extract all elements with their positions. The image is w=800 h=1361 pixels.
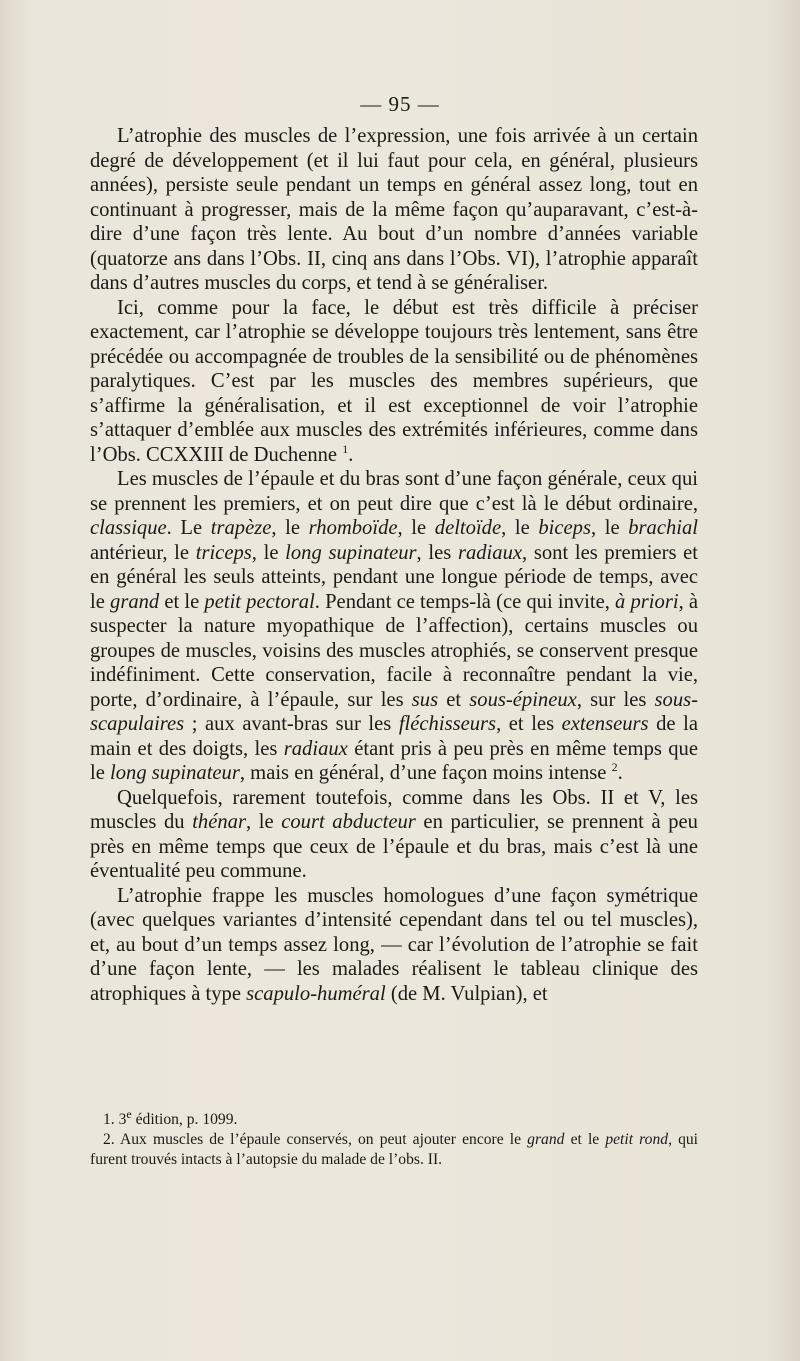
text-run: , à suspecter la nature myopathique de l’affection), certains muscles ou groupes de muscles, voisins des muscles atrophiés, se conservent presque indéfiniment. Cette conservation, facile à reconnaître pendant la vie, porte, d’ordinaire, à l’épaule, sur les [90,590,699,711]
text-run: 2. Aux muscles de l’épaule conservés, on peut ajouter encore le [103,1131,528,1148]
text-run: . [617,762,623,784]
italic-term: petit rond [605,1131,669,1148]
text-run: en particulier, se prennent à peu près en même temps que ceux de l’épaule et du bras, mais c’est là une éventualité peu commune. [90,811,698,882]
italic-term: sus [411,688,439,711]
italic-term: biceps [538,517,591,539]
italic-term: long supinateur [110,762,240,784]
text-run: , sont les premiers et en général les seuls atteints, pendant une longue période de temps, avec le [90,541,698,613]
text-run: L’atrophie des muscles de l’expression, une fois arrivée à un certain degré de développement (et il lui faut pour cela, en général, plusieurs années), persiste seule pendant un temps en général assez long, tout en continuant à progresser, mais de la même façon qu’auparavant, c’est-à-dire d’une façon très lente. Au bout d’un nombre d’années variable (quatorze ans dans l’Obs. II, cinq ans dans l’Obs. VI), l’atrophie apparaît dans d’autres muscles du corps, et tend à se généraliser. [90,125,698,294]
text-run: . Pendant ce temps-là (ce qui invite, [314,590,616,613]
italic-term: deltoïde [434,517,502,539]
italic-term: brachial [628,517,699,539]
text-run: et le [564,1131,606,1148]
italic-term: long supinateur [285,541,417,564]
text-run: 1. 3 [103,1111,127,1128]
text-run: L’atrophie frappe les muscles homologues d’une façon symétrique (avec quelques variantes d’intensité cependant dans tel ou tel muscles), et, au bout d’un temps assez long, — car l’évolution de l’atrophie se fait d’une façon lente, — les malades réalisent le tableau clinique des atrophiques à type [90,884,698,1005]
italic-term: sous-scapulaires [90,688,698,735]
text-run: . Le [166,517,211,539]
text-run: (de M. Vulpian), et [385,982,548,1005]
italic-term: triceps [195,541,252,564]
paragraph [90,296,698,468]
text-run: , sur les [576,688,655,711]
italic-term: rhomboïde [308,517,398,539]
italic-term: radiaux [283,737,348,760]
text-run: , le [251,541,286,564]
text-run: de la main et des doigts, les [90,713,698,760]
paragraph [90,884,698,1007]
italic-term: petit pectoral [204,590,315,613]
italic-term: trapèze [210,517,272,539]
italic-term: court abducteur [281,811,416,833]
italic-term: scapulo-huméral [246,982,386,1005]
text-run: , les [416,541,458,564]
text-run: Quelquefois, rarement toutefois, comme dans les Obs. II et V, les muscles du [90,786,698,833]
italic-term: extenseurs [561,713,649,735]
page-number: — 95 — [360,92,440,116]
text-run: , le [271,517,309,539]
body-text [90,124,698,1006]
footnotes [90,1106,699,1170]
text-run: ; aux avant-bras sur les [184,713,399,735]
italic-term: sous-épineux [469,688,577,711]
italic-term: fléchisseurs [398,713,497,735]
text-run: , mais en général, d’une façon moins intense [239,762,612,784]
text-run: antérieur, le [90,541,196,564]
note-reference: 2 [611,760,618,775]
text-run: et le [159,590,205,613]
italic-term: grand [527,1131,565,1148]
text-run: , le [397,517,435,539]
text-run: étant pris à peu près en même temps que le [90,737,698,784]
text-run: , le [501,517,539,539]
italic-term: à priori [615,590,679,613]
text-run: Ici, comme pour la face, le début est très difficile à préciser exactement, car l’atrophie se développe toujours très lentement, sans être précédée ou accompagnée de troubles de la sensibilité ou de phénomènes paralytiques. C’est par les muscles des membres supérieurs, que s’affirme la généralisation, et il est exceptionnel de voir l’atrophie s’attaquer d’emblée aux muscles des extrémités inférieures, comme dans l’Obs. CCXXIII de Duchenne [90,296,698,466]
paragraph [90,786,698,884]
note-reference: 1 [342,441,349,456]
paragraph [90,467,698,786]
text-run: , le [245,811,282,833]
note-reference: e [126,1106,132,1121]
text-run: , qui furent trouvés intacts à l’autopsie du malade de l’obs. II. [90,1131,699,1168]
paragraph [90,124,698,296]
italic-term: radiaux [457,541,523,564]
italic-term: thénar [192,811,246,833]
italic-term: classique [90,517,167,539]
footnote [90,1106,698,1130]
text-run: . [348,443,354,466]
text-run: Les muscles de l’épaule et du bras sont d’une façon générale, ceux qui se prennent les premiers, et on peut dire que c’est là le début ordinaire, [90,468,698,515]
text-run: , et les [496,713,562,735]
text-run: , le [590,517,629,539]
text-run: et [438,688,470,711]
text-run: édition, p. 1099. [131,1111,238,1128]
italic-term: grand [110,590,160,613]
footnote [90,1130,698,1170]
